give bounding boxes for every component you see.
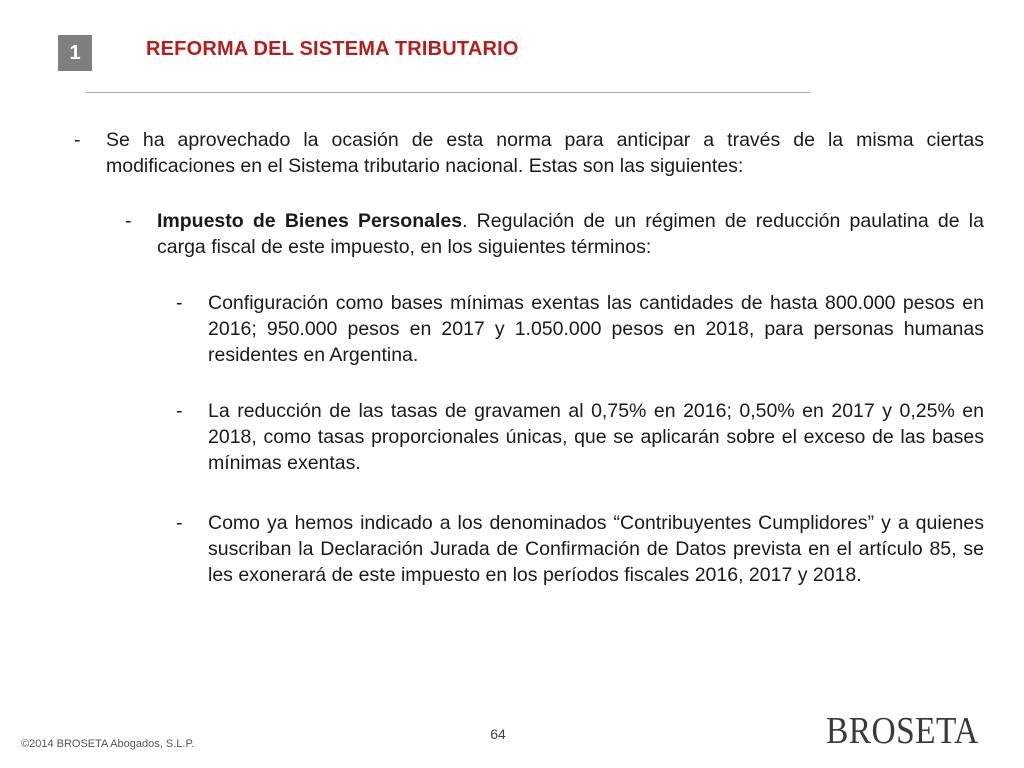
point-item bbox=[176, 398, 984, 476]
point-text: Configuración como bases mínimas exentas las cantidades de hasta 800.000 pesos en 2016; 950.000 pesos en 2017 y 1.050.000 pesos en 2018, para personas humanas residentes en Argentina. bbox=[208, 292, 984, 366]
point-text: La reducción de las tasas de gravamen al 0,75% en 2016; 0,50% en 2017 y 0,25% en 2018, como tasas proporcionales únicas, que se aplicarán sobre el exceso de las bases mínimas exentas. bbox=[208, 400, 984, 474]
section-number-badge: 1 bbox=[58, 35, 92, 71]
bullet-dash: - bbox=[176, 292, 183, 314]
point-item bbox=[176, 290, 984, 368]
bullet-dash: - bbox=[176, 400, 183, 422]
page-number: 64 bbox=[490, 726, 506, 742]
broseta-logo: BROSETA bbox=[826, 710, 979, 752]
bullet-dash: - bbox=[74, 129, 81, 151]
copyright-notice: ©2014 BROSETA Abogados, S.L.P. bbox=[21, 738, 195, 750]
intro-bullet bbox=[74, 127, 984, 179]
sub-bullet-bienes-personales bbox=[125, 208, 984, 260]
intro-text: Se ha aprovechado la ocasión de esta norma para anticipar a través de la misma ciertas modificaciones en el Sistema tributario nacional. Estas son las siguientes: bbox=[106, 129, 984, 177]
sub-bullet-lead: Impuesto de Bienes Personales bbox=[157, 210, 463, 232]
bullet-dash: - bbox=[176, 512, 183, 534]
sub-bullet-text bbox=[157, 208, 984, 260]
point-item bbox=[176, 510, 984, 588]
point-text: Como ya hemos indicado a los denominados “Contribuyentes Cumplidores” y a quienes suscriban la Declaración Jurada de Confirmación de Datos prevista en el artículo 85, se les exonerará de este impuesto en los períodos fiscales 2016, 2017 y 2018. bbox=[208, 512, 984, 586]
sub-bullet-body: . Regulación de un régimen de reducción paulatina de la carga fiscal de este impuesto, en los siguientes términos: bbox=[157, 210, 984, 258]
slide-title: REFORMA DEL SISTEMA TRIBUTARIO bbox=[146, 38, 519, 60]
bullet-dash: - bbox=[125, 210, 132, 232]
